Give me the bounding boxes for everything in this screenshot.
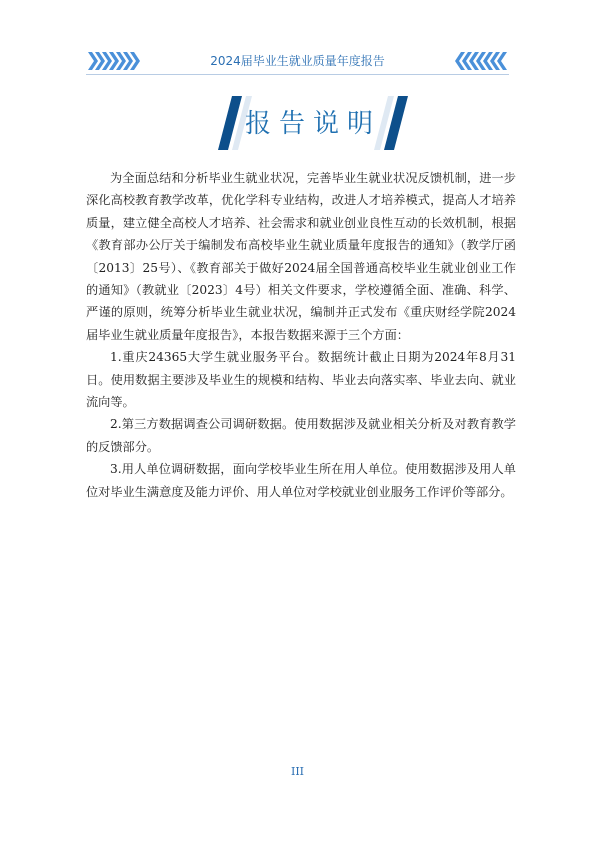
header-divider <box>86 74 509 75</box>
section-title-box <box>218 96 408 150</box>
source-paragraph-2: 2.第三方数据调查公司调研数据。使用数据涉及就业相关分析及对教育教学的反馈部分。 <box>86 417 516 454</box>
source-paragraph-1: 1.重庆24365大学生就业服务平台。数据统计截止日期为2024年8月31日。使用数据主要涉及毕业生的规模和结构、毕业去向落实率、毕业去向、就业流向等。 <box>86 350 516 410</box>
chevron-left-arrows-icon <box>455 52 507 70</box>
intro-paragraph: 为全面总结和分析毕业生就业状况，完善毕业生就业状况反馈机制，进一步深化高校教育教学改革，优化学科专业结构，改进人才培养模式，提高人才培养质量，建立健全高校人才培养、社会需求和就业创业良性互动的长效机制，根据《教育部办公厅关于编制发布高校毕业生就业质量年度报告的通知》（教学厅函〔2013〕25号）、《教育部关于做好2024届全国普通高校毕业生就业创业工作的通知》（教就业〔2023〕4号）相关文件要求，学校遵循全面、准确、科学、严谨的原则，统筹分析毕业生就业状况，编制并正式发布《重庆财经学院2024届毕业生就业质量年度报告》，本报告数据来源于三个方面： <box>86 171 516 342</box>
report-body <box>86 167 516 503</box>
section-title: 报告说明 <box>244 109 381 139</box>
header-title: 2024届毕业生就业质量年度报告 <box>210 54 385 68</box>
page-number: III <box>290 765 305 778</box>
source-paragraph-3: 3.用人单位调研数据，面向学校毕业生所在用人单位。使用数据涉及用人单位对毕业生满意度及能力评价、用人单位对学校就业创业服务工作评价等部分。 <box>86 462 516 499</box>
page-header <box>0 46 595 76</box>
